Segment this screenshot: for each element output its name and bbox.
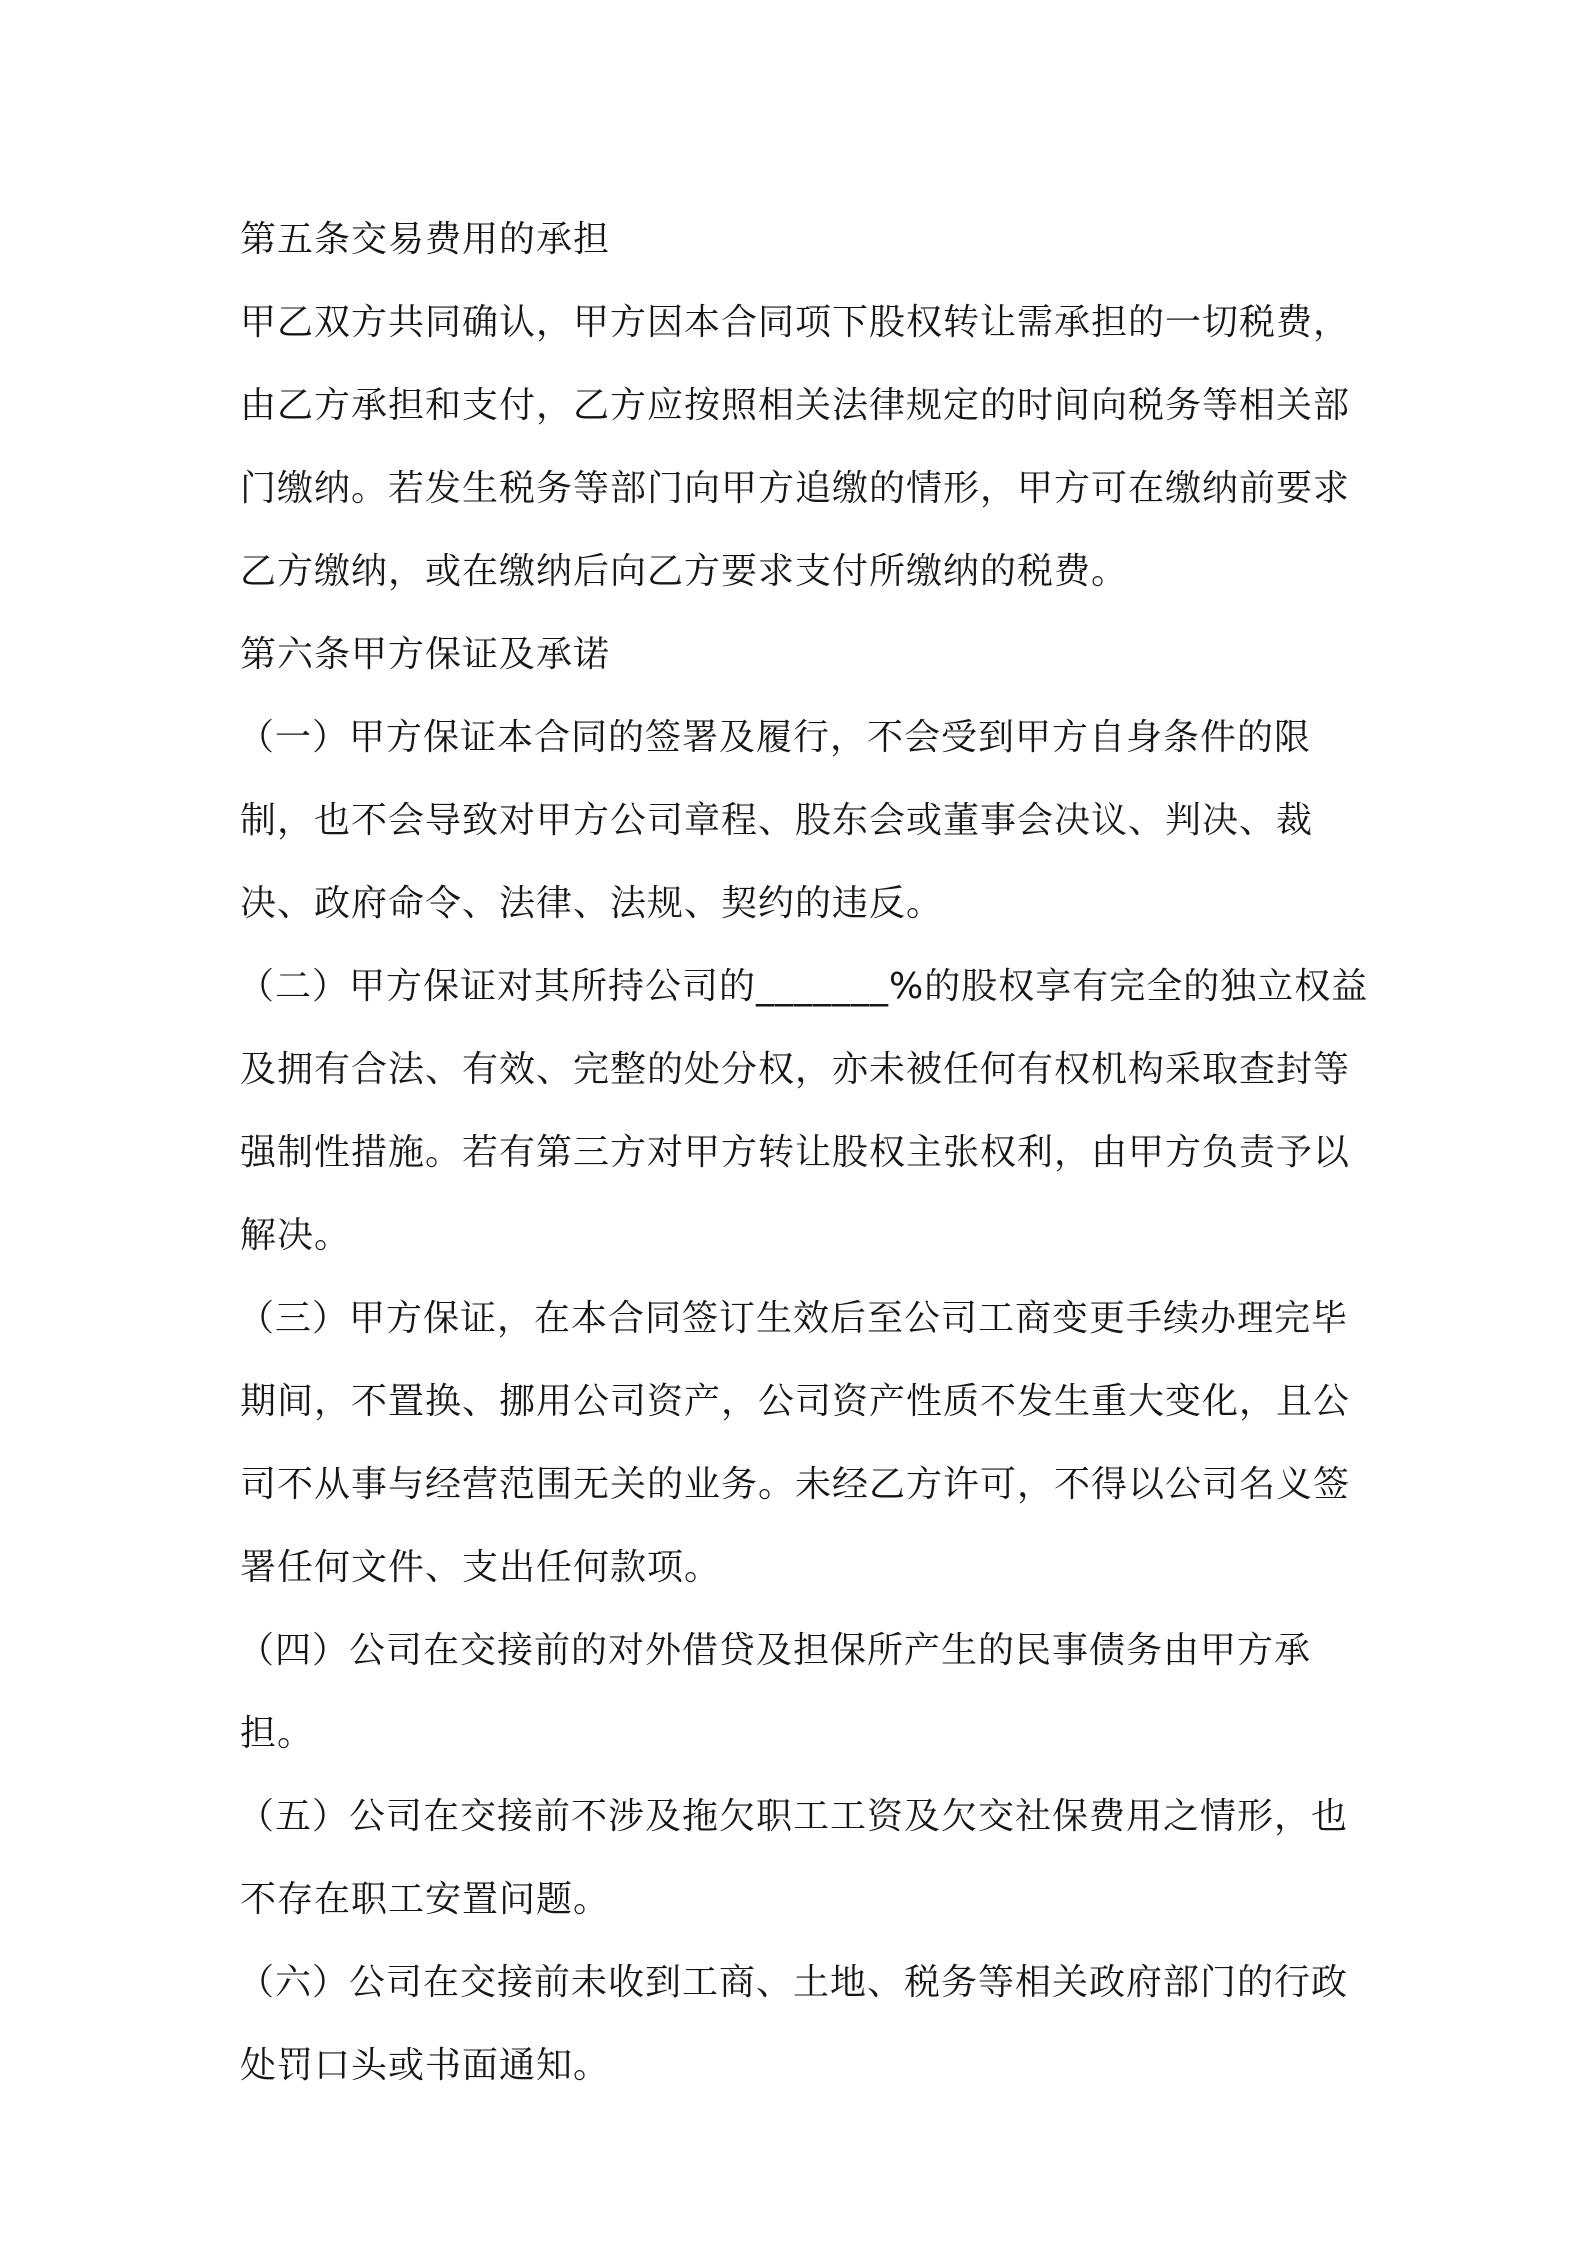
article-6-item-3: （三）甲方保证，在本合同签订生效后至公司工商变更手续办理完毕期间，不置换、挪用公司资产，公司资产性质不发生重大变化，且公司不从事与经营范围无关的业务。未经乙方许可，不得以公司名义签署任何文件、支出任何款项。	[238, 1298, 1351, 1588]
article-5-heading: 第五条交易费用的承担	[240, 219, 611, 260]
article-6-item-4: （四）公司在交接前的对外借贷及担保所产生的民事债务由甲方承担。	[238, 1630, 1312, 1754]
article-5-body: 甲乙双方共同确认，甲方因本合同项下股权转让需承担的一切税费，由乙方承担和支付，乙方应按照相关法律规定的时间向税务等相关部门缴纳。若发生税务等部门向甲方追缴的情形，甲方可在缴纳前要求乙方缴纳，或在缴纳后向乙方要求支付所缴纳的税费。	[240, 302, 1351, 592]
article-6-item-1: （一）甲方保证本合同的签署及履行，不会受到甲方自身条件的限制，也不会导致对甲方公司章程、股东会或董事会决议、判决、裁决、政府命令、法律、法规、契约的违反。	[238, 717, 1314, 924]
article-6-item-5: （五）公司在交接前不涉及拖欠职工工资及欠交社保费用之情形，也不存在职工安置问题。	[238, 1796, 1349, 1920]
article-6-item-2: （二）甲方保证对其所持公司的_______%的股权享有完全的独立权益及拥有合法、有效、完整的处分权，亦未被任何有权机构采取查封等强制性措施。若有第三方对甲方转让股权主张权利，由甲方负责予以解决。	[238, 966, 1369, 1256]
document-body	[240, 198, 1370, 2107]
article-6-heading: 第六条甲方保证及承诺	[240, 634, 611, 675]
article-6-item-6: （六）公司在交接前未收到工商、土地、税务等相关政府部门的行政处罚口头或书面通知。	[238, 1962, 1349, 2086]
